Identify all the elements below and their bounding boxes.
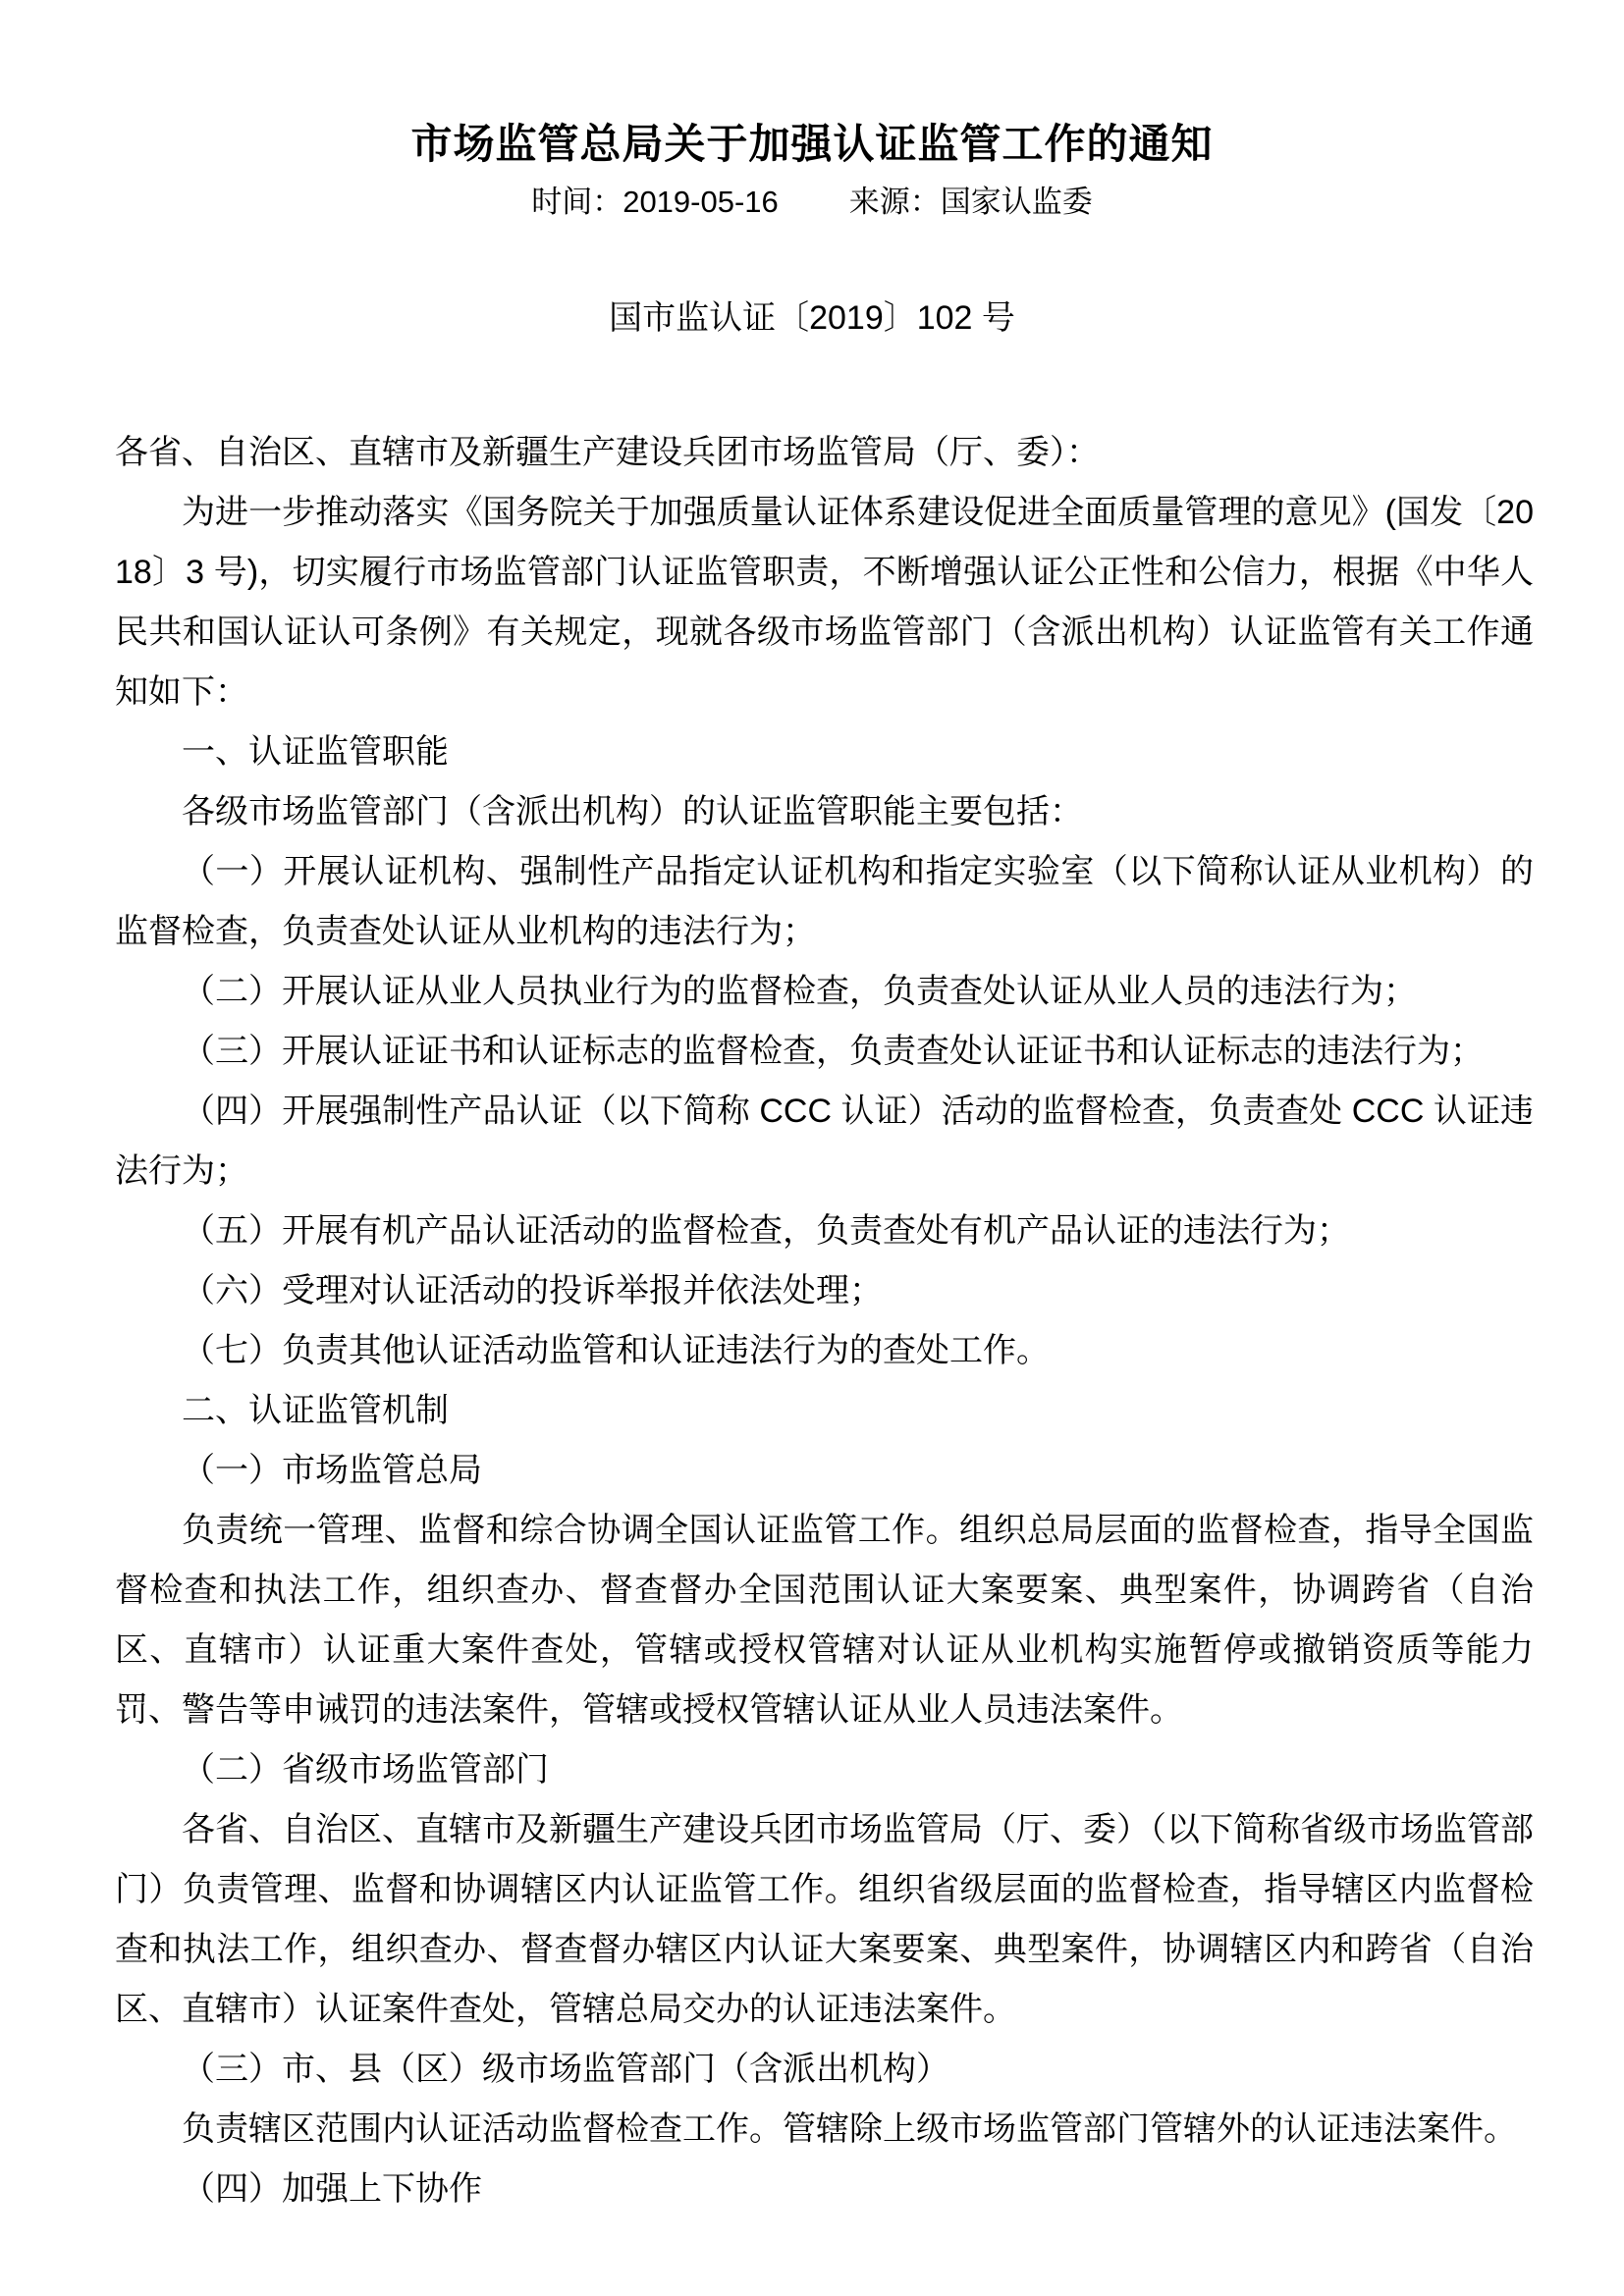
sub-section-heading: （一）市场监管总局 (182, 1452, 482, 1489)
body-paragraph: （七）负责其他认证活动监管和认证违法行为的查处工作。 (182, 1332, 1050, 1369)
sub-section-heading: （四）加强上下协作 (182, 2170, 482, 2208)
meta-time (531, 185, 779, 219)
meta-source-label: 来源： (848, 185, 941, 219)
meta-source-value: 国家认监委 (940, 185, 1093, 219)
body-paragraph: 各省、自治区、直辖市及新疆生产建设兵团市场监管局（厅、委）（以下简称省级市场监管部门）负责管理、监督和协调辖区内认证监管工作。组织省级层面的监督检查，指导辖区内监督检查和执法工作，组织查办、督查督办辖区内认证大案要案、典型案件，协调辖区内和跨省（自治区、直辖市）认证案件查处，管辖总局交办的认证违法案件。 (115, 1811, 1534, 2028)
body-paragraph: 负责辖区范围内认证活动监督检查工作。管辖除上级市场监管部门管辖外的认证违法案件。 (182, 2110, 1517, 2148)
section-heading: 二、认证监管机制 (182, 1392, 449, 1429)
document-body (0, 423, 1624, 2219)
salutation: 各省、自治区、直辖市及新疆生产建设兵团市场监管局（厅、委）： (115, 434, 1100, 471)
body-paragraph: 各级市场监管部门（含派出机构）的认证监管职能主要包括： (182, 793, 1083, 830)
doc-number: 国市监认证〔2019〕102 号 (609, 299, 1015, 337)
section-heading: 一、认证监管职能 (182, 733, 449, 771)
page-title: 市场监管总局关于加强认证监管工作的通知 (410, 121, 1214, 167)
body-paragraph: 为进一步推动落实《国务院关于加强质量认证体系建设促进全面质量管理的意见》(国发〔2018〕3 号)，切实履行市场监管部门认证监管职责，不断增强认证公正性和公信力，根据《中华人民共和国认证认可条例》有关规定，现就各级市场监管部门（含派出机构）认证监管有关工作通知如下： (115, 494, 1534, 711)
body-paragraph: （五）开展有机产品认证活动的监督检查，负责查处有机产品认证的违法行为； (182, 1212, 1350, 1250)
body-paragraph: （一）开展认证机构、强制性产品指定认证机构和指定实验室（以下简称认证从业机构）的监督检查，负责查处认证从业机构的违法行为； (115, 853, 1534, 950)
meta-source (849, 185, 1093, 219)
meta-line (0, 183, 1624, 222)
body-paragraph: （四）开展强制性产品认证（以下简称 CCC 认证）活动的监督检查，负责查处 CCC 认证违法行为； (115, 1093, 1534, 1190)
body-paragraph: （二）开展认证从业人员执业行为的监督检查，负责查处认证从业人员的违法行为； (182, 973, 1417, 1010)
body-paragraph: （三）开展认证证书和认证标志的监督检查，负责查处认证证书和认证标志的违法行为； (182, 1033, 1484, 1070)
meta-time-label: 时间： (531, 185, 623, 219)
body-paragraph: （六）受理对认证活动的投诉举报并依法处理； (182, 1272, 883, 1309)
body-paragraph: 负责统一管理、监督和综合协调全国认证监管工作。组织总局层面的监督检查，指导全国监督检查和执法工作，组织查办、督查督办全国范围认证大案要案、典型案件，协调跨省（自治区、直辖市）认证重大案件查处，管辖或授权管辖对认证从业机构实施暂停或撤销资质等能力罚、警告等申诫罚的违法案件，管辖或授权管辖认证从业人员违法案件。 (115, 1512, 1534, 1729)
sub-section-heading: （三）市、县（区）级市场监管部门（含派出机构） (182, 2051, 949, 2088)
sub-section-heading: （二）省级市场监管部门 (182, 1751, 549, 1789)
meta-time-value: 2019-05-16 (623, 185, 779, 219)
